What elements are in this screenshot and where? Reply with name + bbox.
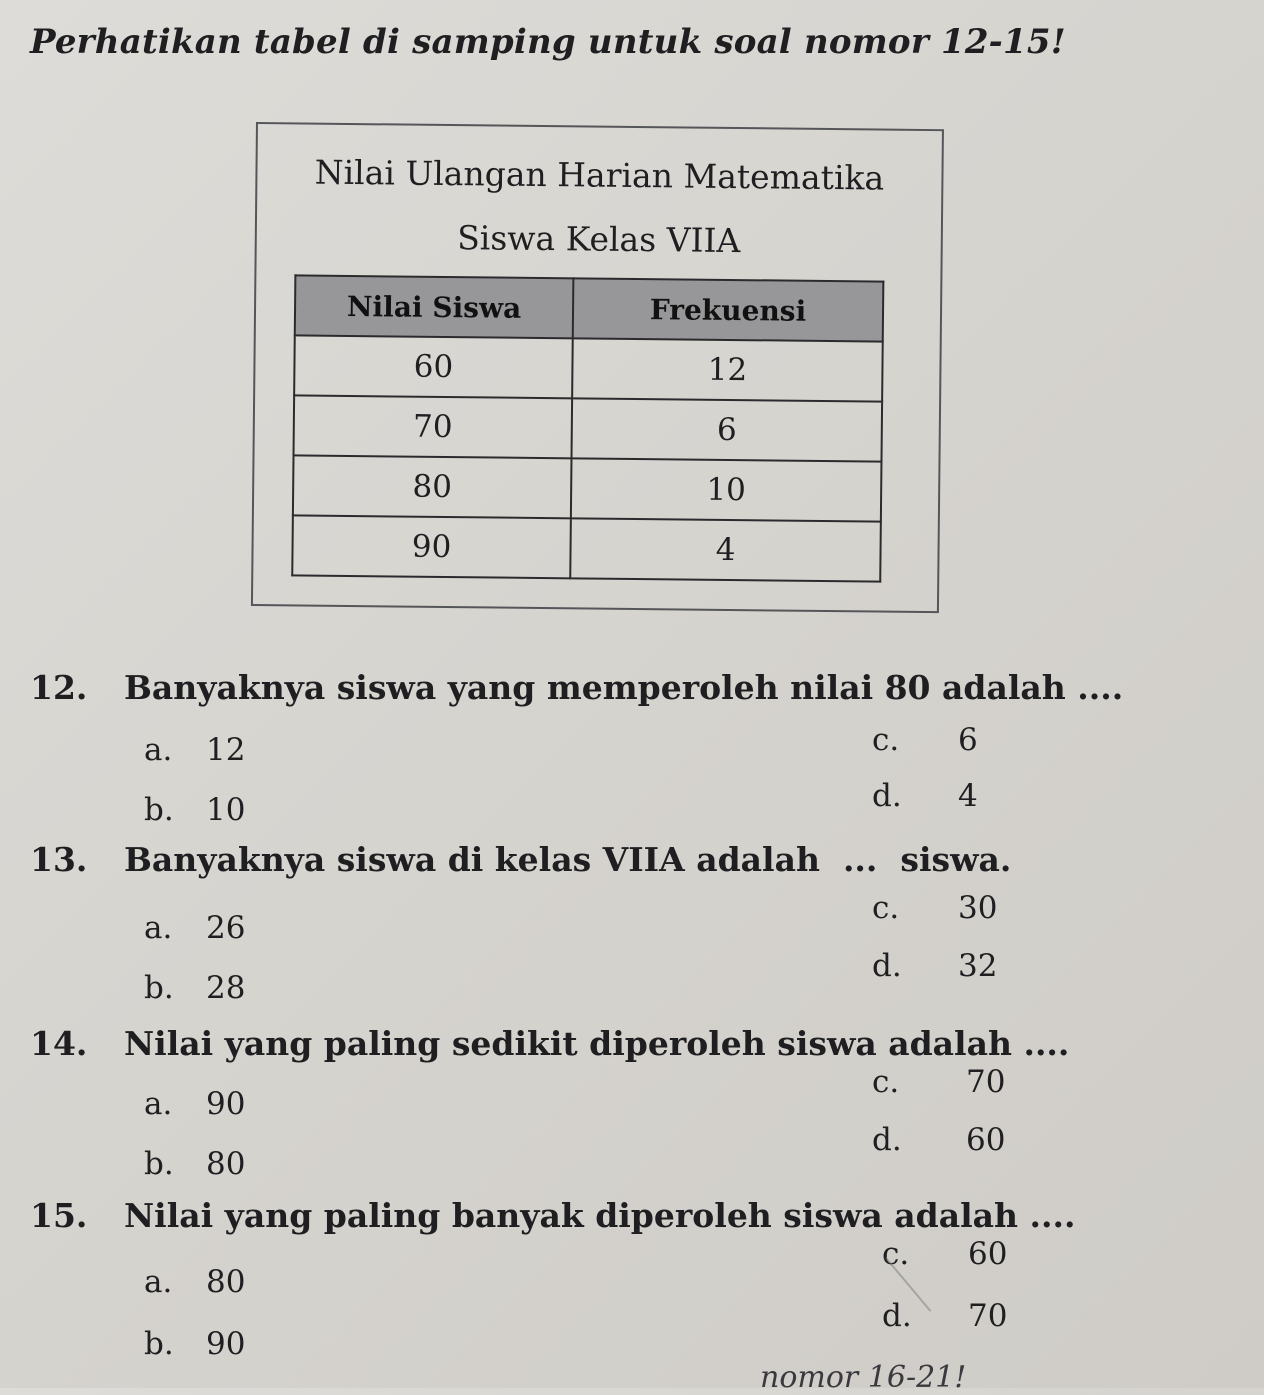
option-14-d xyxy=(872,1122,1005,1158)
option-letter: b. xyxy=(144,1146,174,1182)
option-letter: a. xyxy=(144,910,173,946)
option-letter: b. xyxy=(144,970,174,1006)
option-letter: c. xyxy=(882,1236,910,1272)
table-header-row xyxy=(295,275,884,341)
option-value: 80 xyxy=(206,1146,246,1182)
option-15-d xyxy=(882,1298,1007,1334)
table-frame xyxy=(251,122,944,613)
header-nilai-siswa: Nilai Siswa xyxy=(295,275,574,338)
question-13 xyxy=(30,840,1011,879)
table-cell-nilai: 80 xyxy=(293,455,572,518)
option-13-c xyxy=(872,890,997,926)
option-letter: a. xyxy=(144,1086,173,1122)
option-letter: d. xyxy=(872,1122,902,1158)
option-value: 6 xyxy=(958,722,978,758)
option-value: 28 xyxy=(206,970,246,1006)
table-cell-frekuensi: 4 xyxy=(570,518,881,581)
question-12 xyxy=(30,668,1123,707)
option-letter: d. xyxy=(872,948,902,984)
option-value: 30 xyxy=(958,890,998,926)
option-letter: d. xyxy=(872,778,902,814)
option-letter: c. xyxy=(872,890,900,926)
table-cell-nilai: 90 xyxy=(292,515,571,578)
header-frekuensi: Frekuensi xyxy=(573,278,884,341)
option-12-b xyxy=(144,792,245,828)
option-value: 70 xyxy=(968,1298,1008,1334)
question-text: Banyaknya siswa yang memperoleh nilai 80 adalah .... xyxy=(124,668,1124,707)
table-row xyxy=(294,395,883,461)
option-value: 10 xyxy=(206,792,246,828)
table-cell-nilai: 60 xyxy=(294,335,573,398)
option-letter: d. xyxy=(882,1298,912,1334)
option-value: 80 xyxy=(206,1264,246,1300)
question-number: 15. xyxy=(30,1196,88,1235)
option-value: 90 xyxy=(206,1086,246,1122)
table-cell-frekuensi: 12 xyxy=(572,338,883,401)
question-14 xyxy=(30,1024,1069,1063)
question-number: 13. xyxy=(30,840,88,879)
option-14-b xyxy=(144,1146,245,1182)
table-row xyxy=(292,515,881,581)
question-text: Nilai yang paling sedikit diperoleh siswa adalah .... xyxy=(124,1024,1070,1063)
question-number: 14. xyxy=(30,1024,88,1063)
table-cell-nilai: 70 xyxy=(294,395,573,458)
option-value: 90 xyxy=(206,1326,246,1362)
table-row xyxy=(294,335,883,401)
table-title: Nilai Ulangan Harian Matematika xyxy=(314,152,885,198)
option-value: 32 xyxy=(958,948,998,984)
footer-cutoff-text: nomor 16-21! xyxy=(760,1360,967,1395)
instruction-text: Perhatikan tabel di samping untuk soal nomor 12-15! xyxy=(30,22,1066,62)
frequency-table xyxy=(291,274,884,582)
option-letter: b. xyxy=(144,792,174,828)
option-letter: a. xyxy=(144,732,173,768)
table-subtitle: Siswa Kelas VIIA xyxy=(456,218,741,261)
option-letter: c. xyxy=(872,722,900,758)
option-15-a xyxy=(144,1264,245,1300)
option-value: 4 xyxy=(958,778,978,814)
option-value: 60 xyxy=(966,1122,1006,1158)
option-12-a xyxy=(144,732,245,768)
question-number: 12. xyxy=(30,668,88,707)
table-cell-frekuensi: 6 xyxy=(571,398,882,461)
option-14-c xyxy=(872,1064,1005,1100)
table-cell-frekuensi: 10 xyxy=(571,458,882,521)
question-text: Banyaknya siswa di kelas VIIA adalah ... siswa. xyxy=(124,840,1012,879)
option-letter: a. xyxy=(144,1264,173,1300)
option-12-d xyxy=(872,778,978,814)
option-13-b xyxy=(144,970,245,1006)
option-value: 26 xyxy=(206,910,246,946)
option-13-d xyxy=(872,948,997,984)
question-text: Nilai yang paling banyak diperoleh siswa adalah .... xyxy=(124,1196,1076,1235)
table-row xyxy=(293,455,882,521)
option-value: 60 xyxy=(968,1236,1008,1272)
option-letter: b. xyxy=(144,1326,174,1362)
option-13-a xyxy=(144,910,245,946)
option-value: 70 xyxy=(966,1064,1006,1100)
option-value: 12 xyxy=(206,732,246,768)
option-14-a xyxy=(144,1086,245,1122)
option-letter: c. xyxy=(872,1064,900,1100)
option-12-c xyxy=(872,722,978,758)
option-15-b xyxy=(144,1326,245,1362)
